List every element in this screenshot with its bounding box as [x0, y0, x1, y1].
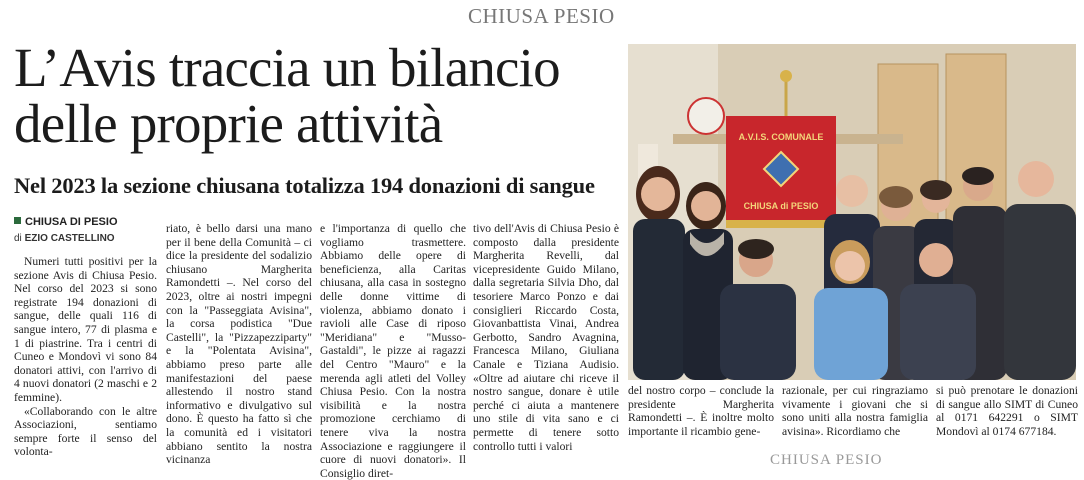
paragraph: Numeri tutti positivi per la sezione Avis di Chiusa Pesio. Nel corso del 2023 si sono registrate 194 donazioni di sangue, delle quali 116 di sangue intero, 77 di plasma e 1 di piastrine. Tra i centri di Cuneo e Mondovì vi sono 84 donatori attivi, con l'arrivo di 4 nuovi donatori (2 maschi e 2 femmine). — [14, 255, 157, 404]
banner-text-1: A.V.I.S. COMUNALE — [738, 132, 824, 142]
headline-line-1: L’Avis traccia un bilancio — [14, 37, 560, 98]
dateline — [14, 216, 154, 228]
byline-prefix: di — [14, 233, 22, 244]
paragraph: razionale, per cui ringraziamo vivamente i giovani che si sono uniti alla nostra famiglia avisina». Ricordiamo che — [782, 384, 928, 438]
article-column-2 — [166, 222, 312, 467]
paragraph: e l'importanza di quello che vogliamo trasmettere. Abbiamo delle opere di beneficienza, alla Caritas chiusana, alla casa in sostegno delle donne vittime di violenza, abbiamo donato i ravioli alle Case di riposo "Meridiana" e "Musso-Gastaldi", le pizze ai ragazzi del Centro "Mauro" e la merenda agli atleti del Volley Chiusa Pesio. Con la nostra visibilità e la nostra promozione cerchiamo di tenere viva la nostra Associazione e raggiungere il cuore di nuovi donatori». Il Consiglio diret- — [320, 222, 466, 480]
dateline-text: CHIUSA DI PESIO — [25, 216, 118, 228]
article-column-6 — [782, 384, 928, 440]
group-photo-illustration — [628, 44, 1076, 380]
dateline-square-icon — [14, 217, 21, 224]
pole-top — [780, 70, 792, 82]
article-column-7 — [936, 384, 1078, 440]
headline-line-2: delle proprie attività — [14, 93, 443, 154]
paragraph: del nostro corpo – conclude la presidente Margherita Ramondetti –. È inoltre molto importante il ricambio gene- — [628, 384, 774, 438]
paragraph: «Collaborando con le altre Associazioni, sentiamo sempre forte il senso del volonta- — [14, 404, 157, 459]
banner-fringe — [726, 220, 836, 228]
byline — [14, 233, 154, 244]
group-photo — [628, 44, 1076, 380]
headline — [14, 37, 619, 154]
paragraph: tivo dell'Avis di Chiusa Pesio è composto dalla presidente Margherita Revelli, dal vicepresidente Guido Milano, dalla segretaria Silvia Dho, dal tesoriere Marco Ponzo e dai consiglieri Riccardo Costa, Giovanbattista Vinai, Andrea Gerbotto, Sandro Avagnina, Francesca Milano, Giuliana Canale e Tiziana Audisio. «Oltre ad aiutare chi riceve il nostro sangue, donare è utile perché ci aiuta a mantenere uno stile di vita sano e ci permette di tenere sotto controllo tutti i valori — [473, 222, 619, 453]
banner-text-2: CHIUSA di PESIO — [743, 201, 819, 211]
next-section-tag: CHIUSA PESIO — [770, 452, 883, 468]
article-column-1 — [14, 255, 157, 459]
paragraph: si può prenotare le donazioni di sangue allo SIMT di Cuneo al 0171 642291 o SIMT Mondovì al 0174 677184. — [936, 384, 1078, 438]
subheadline: Nel 2023 la sezione chiusana totalizza 194 donazioni di sangue — [14, 173, 595, 198]
section-tag: CHIUSA PESIO — [468, 4, 615, 28]
byline-author: EZIO CASTELLINO — [24, 233, 115, 244]
article-column-4 — [473, 222, 619, 453]
paragraph: riato, è bello darsi una mano per il bene della Comunità – ci dice la presidente del sodalizio chiusano Margherita Ramondetti –. Nel corso del 2023, oltre ai nostri impegni con la "Passeggiata Avisina", la corsa podistica "Due Castelli", la "Pizzapezziparty" e la "Polentata Avisina", abbiamo preso parte alle manifestazioni del paese allestendo il nostro stand informativo e divulgativo sul dono. È questo ha fatto sì che la comunità ed i visitatori abbiano sentito la nostra vicinanza — [166, 222, 312, 467]
article-column-5 — [628, 384, 774, 440]
plate — [688, 98, 724, 134]
article-column-3 — [320, 222, 466, 480]
